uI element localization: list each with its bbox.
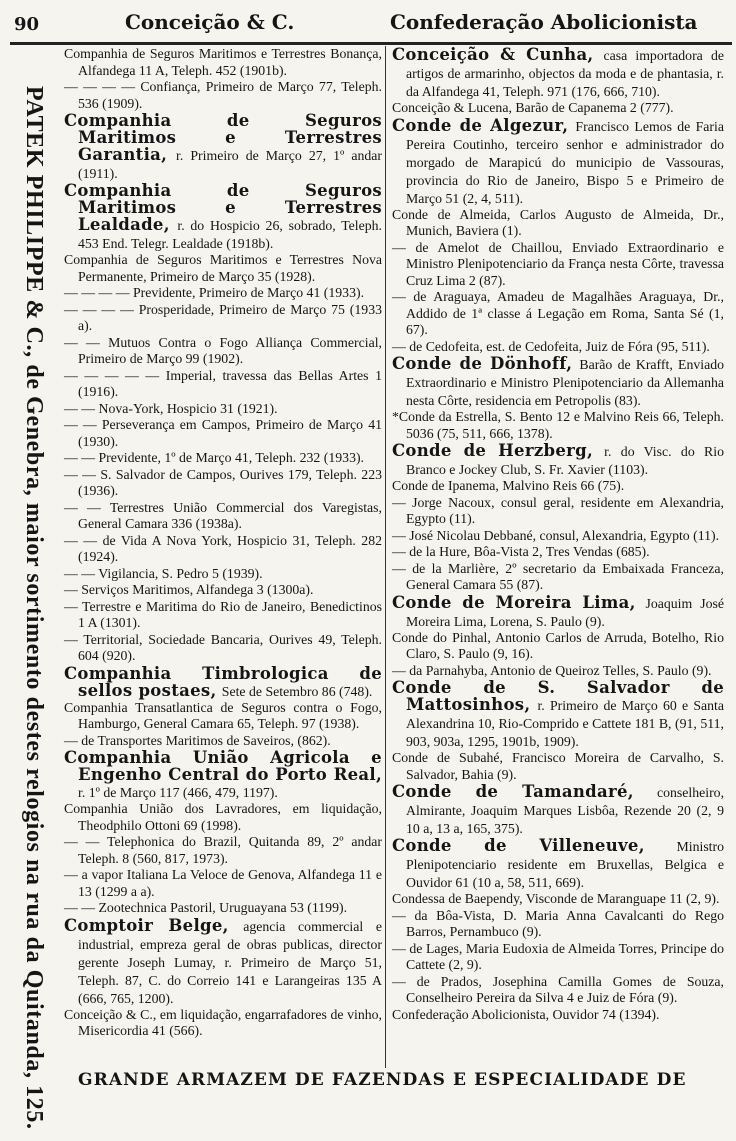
entry-text: Conceição & Lucena, Barão de Capanema 2 (777). — [392, 100, 674, 115]
entry-text: Conde do Pinhal, Antonio Carlos de Arruda, Botelho, Rio Claro, S. Paulo (9, 16). — [392, 629, 724, 661]
directory-entry — [392, 941, 724, 974]
directory-entry — [392, 240, 724, 290]
directory-entry — [64, 749, 382, 801]
directory-entry — [64, 46, 382, 79]
entry-text: — de la Marlière, 2º secretario da Embaixada Franceza, General Camara 55 (87). — [392, 560, 724, 592]
directory-entry — [392, 339, 724, 356]
entry-text: — — Mutuos Contra o Fogo Alliança Commercial, Primeiro de Março 99 (1902). — [64, 334, 382, 366]
entry-text: — — S. Salvador de Campos, Ourives 179, Teleph. 223 (1936). — [64, 466, 382, 498]
directory-entry — [392, 663, 724, 680]
directory-entry — [392, 289, 724, 339]
directory-entry — [392, 544, 724, 561]
directory-entry — [64, 566, 382, 583]
entry-name: Companhia de Seguros Maritimos e Terrestres Lealdade, — [64, 181, 382, 234]
entry-text: Conde de Almeida, Carlos Augusto de Almeida, Dr., Munich, Baviera (1). — [392, 206, 724, 238]
directory-entry — [392, 478, 724, 495]
entry-text: — da Parnahyba, Antonio de Queiroz Telles, S. Paulo (9). — [392, 662, 712, 678]
running-header-left: Conceição & C. — [125, 10, 295, 34]
entry-text: — a vapor Italiana La Veloce de Genova, Alfandega 11 e 13 (1299 a a). — [64, 867, 382, 899]
directory-entry — [64, 665, 382, 700]
entry-text: — — Zootechnica Pastoril, Uruguayana 53 (1199). — [64, 900, 348, 915]
entry-text: conselheiro, Almirante, Joaquim Marques Lisbôa, Rezende 20 (2, 9 10 a, 13 a, 165, 375). — [406, 785, 725, 836]
entry-text: — — — — — Imperial, travessa das Bellas Artes 1 (1916). — [64, 367, 382, 399]
entry-name: Conde de S. Salvador de Mattosinhos, — [392, 678, 724, 714]
entry-text: — de Prados, Josephina Camilla Gomes de Souza, Conselheiro Pereira da Silva 4 e Juiz de Fóra (9). — [392, 973, 724, 1005]
entry-text: — — Vigilancia, S. Pedro 5 (1939). — [64, 565, 263, 581]
entry-text: — — de Vida A Nova York, Hospicio 31, Teleph. 282 (1924). — [64, 532, 382, 564]
entry-text: — Serviços Maritimos, Alfandega 3 (1300a). — [64, 582, 314, 597]
directory-entry — [64, 801, 382, 834]
entry-text: Barão de Krafft, Enviado Extraordinario e Ministro Plenipotenciario da Allemanha nesta Côrte, residencia em Petropolis (83). — [406, 357, 724, 408]
directory-entry — [64, 867, 382, 900]
directory-entry — [64, 1007, 382, 1040]
directory-entry — [64, 182, 382, 252]
entry-name: Conde de Dönhoff, — [392, 354, 573, 373]
page-number: 90 — [14, 14, 40, 35]
directory-entry — [64, 733, 382, 750]
directory-entry — [392, 594, 724, 630]
directory-entry — [64, 368, 382, 401]
entry-name: Conde de Algezur, — [392, 115, 569, 135]
entry-text: Ministro Plenipotenciario residente em Bruxellas, Belgica e Ouvidor 61 (10 a, 58, 511, 669). — [406, 839, 725, 890]
entry-name: Companhia Timbrologica de sellos postaes, — [64, 663, 382, 700]
directory-entry — [64, 335, 382, 368]
entry-text: Conde de Ipanema, Malvino Reis 66 (75). — [392, 478, 625, 493]
entry-name: Conde de Villeneuve, — [392, 836, 645, 855]
directory-entry — [392, 750, 724, 783]
directory-entry — [392, 630, 724, 663]
directory-entry — [64, 450, 382, 467]
entry-text: — Terrestre e Maritima do Rio de Janeiro, Benedictinos 1 A (1301). — [64, 598, 382, 630]
entry-text: — de Transportes Maritimos de Saveiros, (862). — [64, 732, 331, 748]
directory-entry — [392, 561, 724, 594]
entry-text: Companhia de Seguros Maritimos e Terrestres Bonança, Alfandega 11 A, Teleph. 452 (1901b). — [64, 46, 382, 78]
entry-name: Conde de Tamandaré, — [392, 782, 634, 801]
entry-text: — de Araguaya, Amadeu de Magalhães Araguaya, Dr., Addido de 1ª classe á Legação em Roma, Santa Sé (1, 67). — [392, 289, 724, 337]
directory-entry — [392, 783, 724, 837]
directory-entry — [392, 974, 724, 1007]
directory-entry — [64, 500, 382, 533]
entry-text: r. do Visc. do Rio Branco e Jockey Club, S. Fr. Xavier (1103). — [406, 444, 724, 477]
directory-entry — [64, 599, 382, 632]
directory-entry — [64, 700, 382, 733]
directory-entry — [392, 1007, 724, 1024]
side-advertisement: PATEK PHILIPPE & C., de Genebra, maior sortimento destes relogios na rua da Quitanda, 125. — [21, 86, 47, 1130]
directory-entry — [392, 442, 724, 478]
entry-text: Condessa de Baependy, Visconde de Maranguape 11 (2, 9). — [392, 891, 720, 906]
entry-text: Companhia União dos Lavradores, em liquidação, Theodphilo Ottoni 69 (1998). — [64, 801, 382, 833]
entry-text: Companhia Transatlantica de Seguros contra o Fogo, Hamburgo, General Camara 65, Teleph. 97 (1938). — [64, 699, 382, 731]
directory-entry — [392, 207, 724, 240]
directory-entry — [392, 837, 724, 891]
directory-entry — [64, 900, 382, 917]
entry-text: — de Amelot de Chaillou, Enviado Extraordinario e Ministro Plenipotenciario da França nesta Côrte, travessa Cruz Lima 2 (87). — [392, 239, 724, 288]
entry-text: Conceição & C., em liquidação, engarrafadores de vinho, Misericordia 41 (566). — [64, 1006, 382, 1038]
directory-entry — [392, 908, 724, 941]
entry-text: — — — — Confiança, Primeiro de Março 77, Teleph. 536 (1909). — [64, 79, 382, 111]
entry-text: Sete de Setembro 86 (748). — [221, 683, 373, 699]
entry-name: Companhia União Agricola e Engenho Central do Porto Real, — [64, 748, 382, 784]
directory-entry — [392, 679, 724, 750]
entry-text: — — — — Previdente, Primeiro de Março 41 (1933). — [64, 285, 365, 300]
header-rule — [10, 42, 732, 45]
entry-text: r. 1º de Março 117 (466, 479, 1197). — [78, 785, 278, 800]
entry-text: — — Terrestres União Commercial dos Varegistas, General Camara 336 (1938a). — [64, 499, 382, 531]
directory-entry — [64, 285, 382, 302]
entry-name: Conde de Moreira Lima, — [392, 592, 636, 612]
entry-text: — — Perseverança em Campos, Primeiro de Março 41 (1930). — [64, 417, 382, 449]
directory-entry — [392, 528, 724, 545]
directory-entry — [64, 533, 382, 566]
entry-text: — — Telephonica do Brazil, Quitanda 89, 2º andar Teleph. 8 (560, 817, 1973). — [64, 834, 382, 866]
entry-name: Companhia de Seguros Maritimos e Terrestres Garantia, — [64, 111, 382, 164]
entry-text: agencia commercial e industrial, empreza geral de obras publicas, director gerente Joseph Lumay, r. Primeiro de Março 51, Teleph. 87, C. do Correio 141 e Larangeiras 135 A (666, 765, 1200). — [78, 918, 382, 1006]
entry-text: Companhia de Seguros Maritimos e Terrestres Nova Permanente, Primeiro de Março 35 (1928). — [64, 252, 382, 284]
directory-entry — [64, 834, 382, 867]
directory-entry — [392, 355, 724, 409]
entry-text: r. do Hospicio 26, sobrado, Teleph. 453 End. Telegr. Lealdade (1918b). — [78, 218, 383, 251]
directory-entry — [64, 112, 382, 182]
directory-entry — [64, 582, 382, 599]
entry-text: — de Lages, Maria Eudoxia de Almeida Torres, Principe do Cattete (2, 9). — [392, 940, 724, 972]
directory-entry — [64, 401, 382, 418]
bottom-banner: GRANDE ARMAZEM DE FAZENDAS E ESPECIALIDADE DE — [78, 1070, 687, 1090]
directory-entry — [64, 417, 382, 450]
directory-entry — [392, 117, 724, 207]
directory-entry — [392, 100, 724, 117]
directory-entry — [392, 495, 724, 528]
entry-text: — de Cedofeita, est. de Cedofeita, Juiz de Fóra (95, 511). — [392, 338, 710, 354]
entry-text: Joaquim José Moreira Lima, Lorena, S. Paulo (9). — [406, 595, 725, 629]
directory-entry — [64, 917, 382, 1007]
column-divider — [385, 46, 386, 1068]
entry-text: r. Primeiro de Março 27, 1º andar (1911). — [78, 148, 382, 181]
entry-text: *Conde da Estrella, S. Bento 12 e Malvino Reis 66, Teleph. 5036 (75, 511, 666, 1378). — [392, 409, 724, 441]
entry-text: Confederação Abolicionista, Ouvidor 74 (1394). — [392, 1006, 660, 1022]
entry-text: — José Nicolau Debbané, consul, Alexandria, Egypto (11). — [392, 527, 720, 543]
directory-entry — [64, 252, 382, 285]
entry-text: — — — — Prosperidade, Primeiro de Março 75 (1933 a). — [64, 301, 382, 333]
entry-text: — Jorge Nacoux, consul geral, residente em Alexandria, Egypto (11). — [392, 494, 724, 526]
directory-entry — [392, 46, 724, 100]
entry-text: casa importadora de artigos de armarinho, objectos da moda e de phantasia, r. da Alfandega 41, Teleph. 971 (176, 666, 710). — [406, 48, 724, 99]
right-column — [392, 46, 724, 1023]
entry-text: Conde de Subahé, Francisco Moreira de Carvalho, S. Salvador, Bahia (9). — [392, 750, 724, 782]
entry-text: r. Primeiro de Março 60 e Santa Alexandrina 10, Rio-Comprido e Cattete 181 B, (91, 511, 903, 903a, 1295, 1901b, 1909). — [406, 698, 724, 749]
directory-entry — [64, 79, 382, 112]
directory-entry — [64, 302, 382, 335]
directory-entry — [64, 467, 382, 500]
entry-text: — de la Hure, Bôa-Vista 2, Tres Vendas (685). — [392, 544, 650, 559]
entry-text: Francisco Lemos de Faria Pereira Coutinho, terceiro senhor e administrador do morgado de Marapicú do municipio de Vassouras, provincia do Rio de Janeiro, Bispo 5 e Primeiro de Março 51 (2, 4, 511). — [406, 118, 724, 206]
entry-name: Conde de Herzberg, — [392, 441, 594, 460]
entry-text: — Territorial, Sociedade Bancaria, Ourives 49, Teleph. 604 (920). — [64, 631, 382, 663]
entry-text: — da Bôa-Vista, D. Maria Anna Cavalcanti do Rego Barros, Pernambuco (9). — [392, 907, 724, 939]
entry-name: Comptoir Belge, — [64, 915, 229, 935]
left-column — [64, 46, 382, 1040]
directory-entry — [64, 632, 382, 665]
entry-name: Conceição & Cunha, — [392, 45, 594, 64]
directory-entry — [392, 891, 724, 908]
directory-entry — [392, 409, 724, 442]
entry-text: — — Previdente, 1º de Março 41, Teleph. 232 (1933). — [64, 450, 365, 465]
entry-text: — — Nova-York, Hospicio 31 (1921). — [64, 400, 278, 416]
running-header-right: Confederação Abolicionista — [390, 10, 698, 34]
